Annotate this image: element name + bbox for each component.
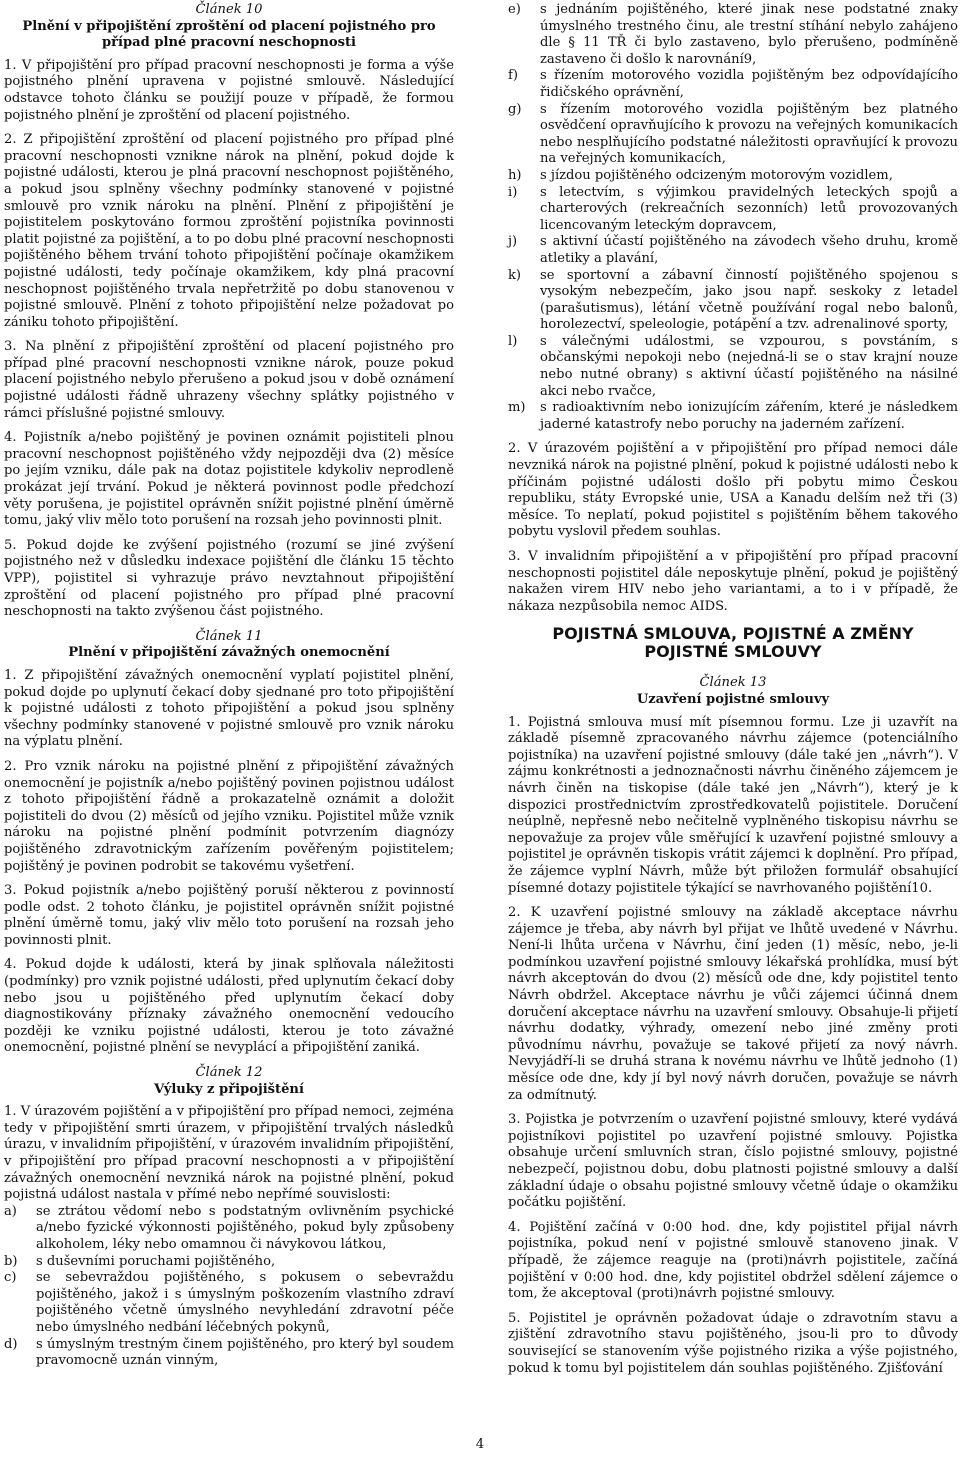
exclusion-item-m: [508, 400, 958, 433]
item-text: s letectvím, s výjimkou pravidelných leteckých spojů a charterových (rekreačních sezonních) letů provozovaných licencovaným leteckým dopravcem,: [540, 184, 958, 233]
article-13-para-3: 3. Pojistka je potvrzením o uzavření pojistné smlouvy, které vydává pojistníkovi pojistitel po uzavření pojistné smlouvy. Pojistka obsahuje určení smluvních stran, číslo pojistné smlouvy, pojistné nebezpečí, pojistnou dobu, dobu platnosti pojistné smlouvy a další základní údaje o obsahu pojistné smlouvy včetně údaje o okamžiku počátku pojištění.: [508, 1112, 958, 1211]
article-10-para-4: 4. Pojistník a/nebo pojištěný je povinen oznámit pojistiteli plnou pracovní neschopnost pojištěného vždy nejpozději dva (2) měsíce po jejím vzniku, dále pak na dotaz pojistitele kdykoliv neprodleně prokázat její trvání. Pokud je některá povinnost podle předchozí věty porušena, je pojistitel oprávněn snížit pojistné plnění úměrně tomu, jaký vliv mělo toto porušení na rozsah jeho povinnosti plnit.: [4, 430, 454, 529]
item-text: s řízením motorového vozidla pojištěným bez odpovídajícího řidičského oprávnění,: [540, 68, 958, 100]
spacer: [508, 433, 958, 441]
article-13-para-1: 1. Pojistná smlouva musí mít písemnou formu. Lze ji uzavřít na základě písemně zpracovaného návrhu zájemce (potenciálního pojistníka) na uzavření pojistné smlouvy (dále také jen „návrh“). V zájmu konkrétnosti a jednoznačnosti návrhu činěného zájemcem je návrh činěn na tiskopise (dále také jen „Návrh“), který je k dispozici prostřednictvím zprostředkovatelů pojistitele. Doručení neúplně, nepřesně nebo nečitelně vyplněného tiskopisu návrhu se nepovažuje za projev vůle směřující k uzavření pojistné smlouvy a pojistitel je oprávněn tiskopis vrátit zájemci k doplnění. Pro případ, že zájemce vyplní Návrh, může být přiložen formulář obsahující písemné dotazy pojistitele týkající se navrhovaného pojištění10.: [508, 714, 958, 896]
article-13-title: Uzavření pojistné smlouvy: [636, 691, 830, 707]
item-text: s válečnými událostmi, se vzpourou, s povstáním, s občanskými nepokoji nebo (nejedná-li se o stav krajní nouze nebo nutné obrany) s aktivní účastí pojištěného na násilné akci nebo rvačce,: [540, 333, 958, 399]
article-11-para-2: 2. Pro vznik nároku na pojistné plnění z připojištění závažných onemocnění je pojistník a/nebo pojištěný povinen pojistnou událost z tohoto připojištění řádně a prokazatelně oznámit a doložit pojistiteli do dvou (2) měsíců od jejího vzniku. Pojistitel může vznik nároku na pojistné plnění podmínit potvrzením diagnózy pojištěného zdravotnickým zařízením pověřeným pojistitelem; pojištěný je povinen podrobit se takovému vyšetření.: [4, 758, 454, 874]
exclusion-item-h: [508, 168, 958, 185]
item-label: j): [508, 234, 518, 250]
article-11-heading: Článek 11: [195, 628, 263, 644]
item-label: k): [508, 267, 522, 283]
exclusion-item-c: [4, 1270, 454, 1336]
article-12-para-3: 3. V invalidním připojištění a v připojištění pro případ pracovní neschopnosti pojistitel dále neposkytuje plnění, pokud je pojištěný nakažen virem HIV nebo jeho variantami, a to i v případě, že nákaza nezpůsobila nemoc AIDS.: [508, 549, 958, 614]
item-label: a): [4, 1203, 17, 1219]
article-11-para-3: 3. Pokud pojistník a/nebo pojištěný poruší některou z povinností podle odst. 2 tohoto článku, je pojistitel oprávněn snížit pojistné plnění úměrně tomu, jaký vliv mělo toto porušení na rozsah jeho povinnosti plnit.: [4, 883, 454, 948]
right-column: [508, 2, 958, 1385]
item-text: se sportovní a zábavní činností pojištěného spojenou s vysokým nebezpečím, jako jsou např. seskoky z letadel (parašutismus), létání včetně používání rogal nebo balonů, horolezectví, speleologie, potápění a tzv. adrenalinové sporty,: [540, 267, 958, 333]
exclusion-item-d: [4, 1337, 454, 1370]
item-text: se sebevraždou pojištěného, s pokusem o sebevraždu pojištěného, jakož i s úmyslným poškozením vlastního zdraví pojištěného včetně úmyslného nevyhledání zdravotní péče nebo úmyslného nedbání léčebných pokynů,: [36, 1270, 454, 1335]
item-label: c): [4, 1270, 17, 1286]
item-label: l): [508, 333, 518, 349]
article-13-para-4: 4. Pojištění začíná v 0:00 hod. dne, kdy pojistitel přijal návrh pojistníka, pokud není v pojistné smlouvě stanoveno jinak. V případě, že zájemce reaguje na (proti)návrh pojistitele, začíná pojištění v 0:00 hod. dne, kdy pojistitel obdržel sdělení zájemce o tom, že akceptoval (proti)návrh pojistné smlouvy.: [508, 1219, 958, 1302]
exclusion-item-l: [508, 334, 958, 400]
item-label: b): [4, 1253, 18, 1269]
article-10-heading: Článek 10: [195, 2, 263, 17]
article-10-title: Plnění v připojištění zproštění od placení pojistného pro případ plné pracovní neschopnosti: [22, 18, 436, 51]
exclusion-item-e: [508, 2, 958, 68]
section-heading: POJISTNÁ SMLOUVA, POJISTNÉ A ZMĚNY POJISTNÉ SMLOUVY: [552, 624, 914, 662]
article-11-para-1: 1. Z připojištění závažných onemocnění vyplatí pojistitel plnění, pokud dojde po uplynutí čekací doby sjednané pro toto připojištění k pojistné události z tohoto připojištění a pokud jsou splněny všechny podmínky stanovené v pojistné smlouvě pro vznik nároku na výplatu plnění.: [4, 667, 454, 750]
article-13-para-5: 5. Pojistitel je oprávněn požadovat údaje o zdravotním stavu a zjištění zdravotního stavu pojištěného, jsou-li pro to důvody související se stanovením výše pojistného rizika a výše pojistného, pokud k tomu byl pojistitelem dán souhlas pojištěného. Zjišťování: [508, 1310, 958, 1376]
item-label: e): [508, 2, 521, 17]
exclusion-item-i: [508, 185, 958, 235]
item-text: s řízením motorového vozidla pojištěným bez platného osvědčení opravňujícího k provozu na veřejných komunikacích nebo nesplňujícího podstatné náležitosti opravňující k provozu na veřejných komunikacích,: [540, 101, 958, 167]
article-10-para-2: 2. Z připojištění zproštění od placení pojistného pro případ plné pracovní neschopnosti vznikne nárok na plnění, pokud dojde k pojistné události, kterou je plná pracovní neschopnost pojištěného, a pokud jsou splněny všechny podmínky stanovené v pojistné smlouvě pro vznik nároku na plnění. Plnění z připojištění je pojistitelem poskytováno formou zproštění pojistníka povinnosti platit pojistné za pojištění, a to po dobu plné pracovní neschopnosti pojištěného během trvání tohoto připojištění počínaje okamžikem pojistné události, tedy počínaje okamžikem, kdy plná pracovní neschopnost pojištěného trvala nepřetržitě po dobu stanovenou v pojistné smlouvě. Plnění z tohoto připojištění nelze požadovat po zániku tohoto připojištění.: [4, 132, 454, 330]
exclusion-item-a: [4, 1204, 454, 1254]
item-label: d): [4, 1336, 18, 1352]
article-13-heading: Článek 13: [699, 675, 767, 691]
item-text: s jednáním pojištěného, které jinak nese podstatné znaky úmyslného trestného činu, ale trestní stíhání nebylo zahájeno dle § 11 TŘ či bylo zastaveno, bylo přerušeno, podmíněně zastaveno či došlo k narovnání9,: [540, 2, 958, 67]
exclusion-item-j: [508, 234, 958, 267]
item-label: g): [508, 101, 522, 117]
item-text: s duševními poruchami pojištěného,: [36, 1253, 276, 1269]
item-label: m): [508, 400, 526, 416]
article-11-title: Plnění v připojištění závažných onemocnění: [68, 645, 390, 661]
page-number: 4: [475, 1437, 485, 1452]
article-12-heading: Článek 12: [195, 1065, 263, 1081]
item-text: se ztrátou vědomí nebo s podstatným ovlivněním psychické a/nebo fyzické výkonnosti pojištěného, pokud byly způsobeny alkoholem, léky nebo omamnou či návykovou látkou,: [36, 1203, 454, 1252]
article-13-para-2: 2. K uzavření pojistné smlouvy na základě akceptace návrhu zájemce je třeba, aby návrh byl přijat ve lhůtě uvedené v Návrhu. Není-li lhůta určena v Návrhu, činí jeden (1) měsíc, nebo, je-li podmínkou uzavření pojistné smlouvy lékařská prohlídka, musí být návrh akceptován do dvou (2) měsíců ode dne, kdy pojistitel tento Návrh obdržel. Akceptace návrhu je vůči zájemci účinná dnem doručení akceptace návrhu na uzavření smlouvy. Obsahuje-li přijetí návrhu dodatky, výhrady, omezení nebo jiné změny proti původnímu návrhu, považuje se takové přijetí za nový návrh. Nevyjádří-li se druhá strana k novému návrhu ve lhůtě jednoho (1) měsíce ode dne, kdy jí byl nový návrh doručen, považuje se návrh za odmítnutý.: [508, 905, 958, 1103]
item-text: s aktivní účastí pojištěného na závodech všeho druhu, kromě atletiky a plavání,: [540, 234, 958, 266]
article-12-para-1: 1. V úrazovém pojištění a v připojištění pro případ nemoci, zejména tedy v připojištění smrti úrazem, v připojištění trvalých následků úrazu, v invalidním připojištění, v úrazovém invalidním připojištění, v připojištění pro případ pracovní neschopnosti a v připojištění závažných onemocnění nevzniká nárok na pojistné plnění, pokud pojistná událost nastala v přímé nebo nepřímé souvislosti:: [4, 1104, 454, 1203]
exclusion-item-f: [508, 68, 958, 101]
article-12-para-2: 2. V úrazovém pojištění a v připojištění pro případ nemoci dále nevzniká nárok na pojistné plnění, pokud k pojistné události nebo k příčinám pojistné události došlo při pobytu mimo Českou republiku, státy Evropské unie, USA a Kanadu delším než tři (3) měsíce. To neplatí, pokud pojistitel s pojištěním během takového pobytu vyslovil předem souhlas.: [508, 441, 958, 540]
item-label: f): [508, 68, 518, 84]
article-10-para-5: 5. Pokud dojde ke zvýšení pojistného (rozumí se jiné zvýšení pojistného než v důsledku indexace pojištění dle článku 15 těchto VPP), pojistitel si vyhrazuje právo nevztahnout připojištění zproštění od placení pojistného pro případ plné pracovní neschopnosti na takto zvýšenou část pojistného.: [4, 537, 454, 620]
exclusion-item-k: [508, 268, 958, 334]
left-column: [4, 2, 454, 1370]
item-label: h): [508, 167, 522, 183]
article-10-para-1: 1. V připojištění pro případ pracovní neschopnosti je forma a výše pojistného plnění upravena v pojistné smlouvě. Následující odstavce tohoto článku se použijí pouze v případě, že formou pojistného plnění je zproštění od placení pojistného.: [4, 57, 454, 123]
exclusion-item-b: [4, 1254, 454, 1271]
item-text: s úmyslným trestným činem pojištěného, pro který byl soudem pravomocně uznán vinným,: [36, 1336, 454, 1369]
exclusion-item-g: [508, 102, 958, 168]
article-11-para-4: 4. Pokud dojde k události, která by jinak splňovala náležitosti (podmínky) pro vznik pojistné události, před uplynutím čekací doby nebo jsou u pojištěného před uplynutím čekací doby diagnostikovány příznaky závažného onemocnění vedoucího později ke vzniku pojistné události, kterou je toto závažné onemocnění, pojistné plnění se nevyplácí a připojištění zaniká.: [4, 957, 454, 1056]
article-10-para-3: 3. Na plnění z připojištění zproštění od placení pojistného pro případ plné pracovní neschopnosti vznikne nárok, pouze pokud placení pojistného nebylo přerušeno a pokud jsou v době oznámení pojistné události řádně uhrazeny všechny splátky pojistného v rámci příslušné pojistné smlouvy.: [4, 339, 454, 421]
item-label: i): [508, 184, 518, 200]
item-text: s jízdou pojištěného odcizeným motorovým vozidlem,: [540, 167, 893, 183]
article-12-title: Výluky z připojištění: [154, 1081, 304, 1097]
item-text: s radioaktivním nebo ionizujícím zářením, které je následkem jaderné katastrofy nebo poruchy na jaderném zařízení.: [540, 400, 958, 432]
